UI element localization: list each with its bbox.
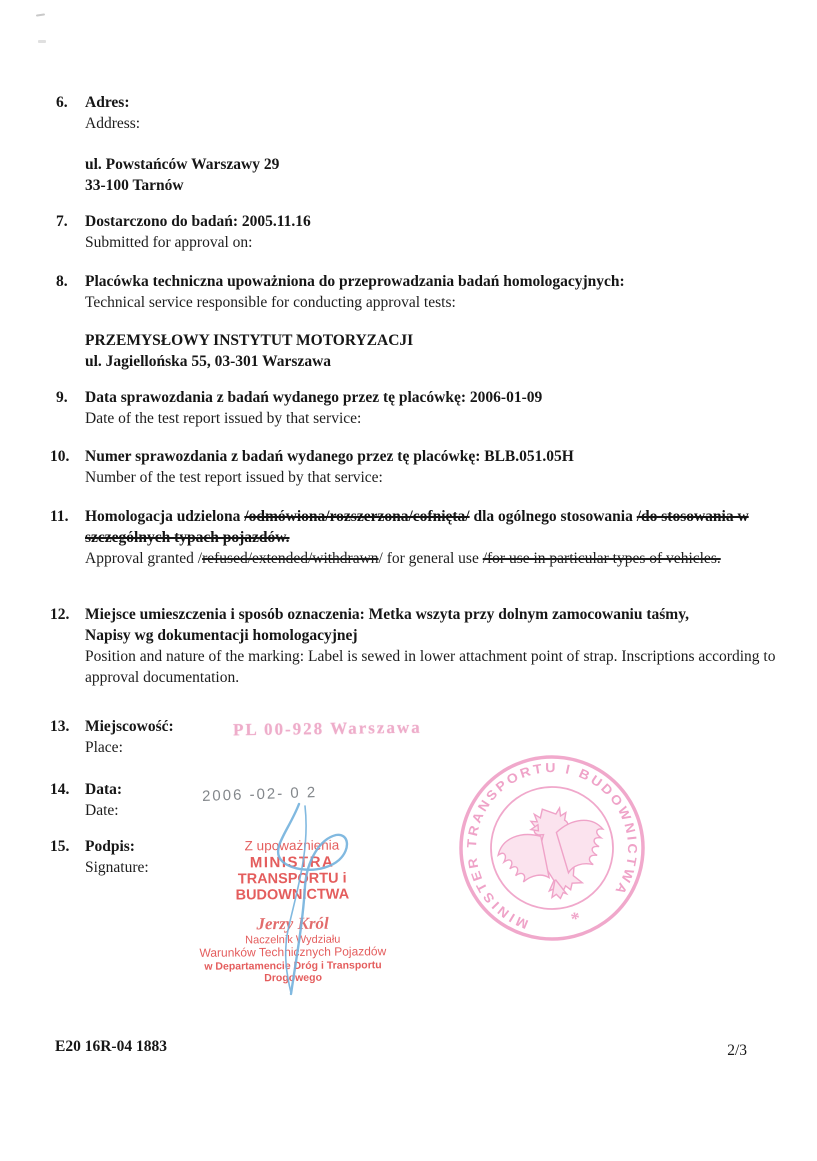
signer-title: Naczelnik Wydziału — [245, 933, 341, 947]
page-indicator: 2/3 — [727, 1042, 747, 1059]
item-11-approval-granted — [50, 506, 793, 569]
label-en: Submitted for approval on: — [85, 234, 253, 251]
label-pl: Data: — [85, 781, 123, 798]
item-number: 11. — [50, 508, 69, 525]
label-en: Signature: — [85, 859, 149, 876]
item-number: 10. — [50, 448, 70, 465]
signer-name: Jerzy Król — [256, 913, 329, 934]
item-7-submitted-date — [50, 211, 793, 253]
item-number: 6. — [56, 94, 68, 111]
en-segment: Approval granted / — [85, 550, 203, 567]
polish-eagle-emblem — [490, 796, 617, 910]
item-number: 15. — [50, 838, 70, 855]
item-10-report-number — [50, 446, 793, 488]
label-en: Technical service responsible for conducting approval tests: — [85, 294, 456, 311]
label-en: Date of the test report issued by that service: — [85, 410, 362, 427]
label-pl: Podpis: — [85, 838, 135, 855]
item-number: 14. — [50, 781, 70, 798]
item-12-marking-position — [50, 604, 793, 688]
approval-number: E20 16R-04 1883 — [55, 1038, 167, 1055]
item-number: 13. — [50, 718, 70, 735]
label-pl-segmented — [85, 506, 793, 548]
item-number: 9. — [56, 389, 68, 406]
date-ink-stamp: 2006 -02- 0 2 — [201, 783, 318, 806]
label-en: Number of the test report issued by that service: — [85, 469, 383, 486]
pl-segment-struck: /do stosowania w szczególnych typach pojazdów. — [85, 508, 749, 546]
label-en-segmented — [85, 548, 793, 569]
seal-text: MINISTER TRANSPORTU I BUDOWNICTWA — [463, 760, 641, 933]
auth-stamp-line: MINISTRA — [249, 853, 335, 871]
handwritten-signature — [225, 788, 425, 1013]
item-9-report-date — [50, 387, 793, 429]
signer-title: Warunków Technicznych Pojazdów — [199, 944, 387, 961]
label-pl-line-1: Miejsce umieszczenia i sposób oznaczenia: Metka wszyta przy dolnym zamocowaniu taśmy, — [85, 606, 689, 623]
item-number: 8. — [56, 273, 68, 290]
pl-segment: dla ogólnego stosowania — [469, 508, 637, 525]
pl-segment: Homologacja udzielona — [85, 508, 245, 525]
label-pl-line-2: Napisy wg dokumentacji homologacyjnej — [85, 627, 358, 644]
label-en: Date: — [85, 802, 119, 819]
scan-artifact — [38, 40, 46, 43]
service-name: PRZEMYSŁOWY INSTYTUT MOTORYZACJI — [85, 332, 414, 349]
label-pl: Dostarczono do badań: 2005.11.16 — [85, 213, 311, 230]
label-en: Place: — [85, 739, 123, 756]
item-6-address — [50, 92, 793, 196]
auth-stamp-line: TRANSPORTU i BUDOWNICTWA — [235, 870, 350, 904]
service-address: ul. Jagiellońska 55, 03-301 Warszawa — [85, 353, 332, 370]
label-en: Address: — [85, 115, 141, 132]
signer-title: w Departamencie Dróg i Transportu Drogowego — [204, 959, 382, 985]
item-number: 7. — [56, 213, 68, 230]
ministry-round-seal — [431, 727, 673, 969]
label-en: Position and nature of the marking: Label is sewed in lower attachment point of strap. Inscriptions according to approval documentation. — [85, 648, 776, 686]
scan-artifact — [36, 13, 45, 16]
address-line-1: ul. Powstańców Warszawy 29 — [85, 156, 280, 173]
label-pl: Placówka techniczna upoważniona do przeprowadzania badań homologacyjnych: — [85, 273, 625, 290]
pl-segment-struck: /odmówiona/rozszerzona/cofnięta/ — [244, 508, 470, 525]
en-segment-struck: refused/extended/withdrawn — [202, 550, 379, 567]
en-segment: / for general use — [378, 550, 483, 567]
auth-stamp-line: Z upoważnienia — [244, 837, 340, 854]
item-8-technical-service — [50, 271, 793, 372]
place-ink-stamp: PL 00-928 Warszawa — [232, 717, 422, 740]
label-pl: Adres: — [85, 94, 130, 111]
label-pl: Miejscowość: — [85, 718, 174, 735]
address-line-2: 33-100 Tarnów — [85, 177, 184, 194]
item-number: 12. — [50, 606, 70, 623]
en-segment-struck: /for use in particular types of vehicles. — [482, 550, 721, 567]
label-pl: Data sprawozdania z badań wydanego przez tę placówkę: 2006-01-09 — [85, 389, 543, 406]
label-pl: Numer sprawozdania z badań wydanego przez tę placówkę: BLB.051.05H — [85, 448, 574, 465]
seal-star: * — [568, 907, 583, 930]
